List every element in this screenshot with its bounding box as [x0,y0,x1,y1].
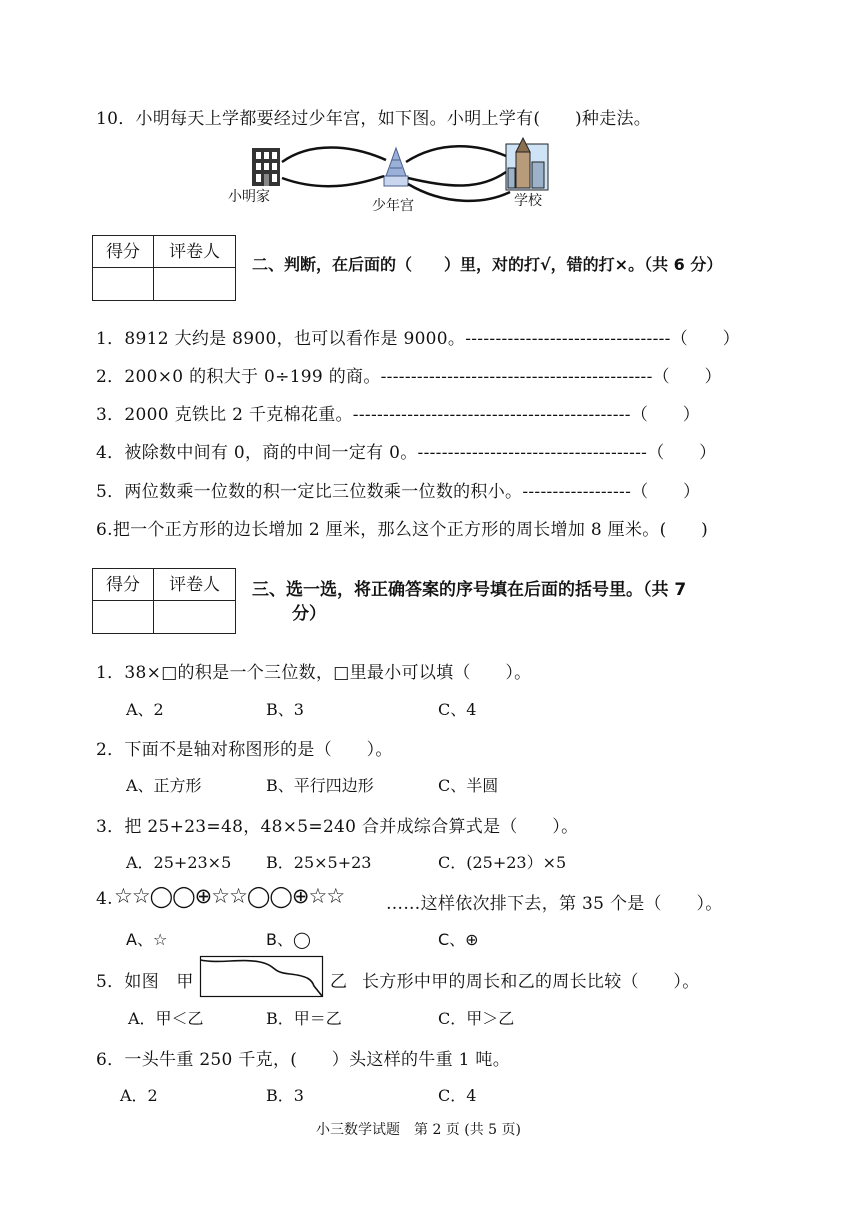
score-box-section-2 [92,235,236,301]
judge-item-2: 2．200×0 的积大于 0÷199 的商。---------------------------------------------（ ） [96,367,722,387]
score-box-section-3 [92,568,236,634]
choice-question-1: 1．38×□的积是一个三位数，□里最小可以填（ ）。 [96,663,532,683]
score-cell[interactable] [93,268,154,300]
q3-option-a: A．25+23×5 [126,853,232,872]
home-building-icon [252,148,280,186]
divided-rectangle-figure [200,956,324,998]
score-header: 得分 [93,569,154,601]
q5-option-c: C．甲＞乙 [438,1009,515,1028]
q5-option-b: B．甲＝乙 [266,1009,342,1028]
q4-option-b: B、◯ [266,930,311,949]
judge-item-5: 5．两位数乘一位数的积一定比三位数乘一位数的积小。------------------（ ） [96,482,701,502]
label-home: 小明家 [228,189,270,205]
choice-question-2: 2．下面不是轴对称图形的是（ ）。 [96,740,393,760]
q4-option-a: A、☆ [126,930,168,949]
q2-option-b: B、平行四边形 [266,776,374,795]
judge-item-3: 3．2000 克铁比 2 千克棉花重。----------------------------------------------（ ） [96,405,701,425]
school-building-icon [506,138,548,190]
judge-item-6: 6.把一个正方形的边长增加 2 厘米，那么这个正方形的周长增加 8 厘米。( ) [96,520,709,540]
grader-header: 评卷人 [154,569,235,601]
grader-cell[interactable] [154,601,235,633]
score-cell[interactable] [93,601,154,633]
choice-question-5-prefix: 5．如图 甲 [96,972,194,992]
route-path-4 [408,172,506,186]
choice-question-5-text: 长方形中甲的周长和乙的周长比较（ ）。 [362,972,700,992]
route-path-1 [282,148,386,163]
section-3-title-line-1: 三、选一选，将正确答案的序号填在后面的括号里。（共 7 [252,580,687,600]
q3-option-c: C．(25+23）×5 [438,853,567,872]
q1-option-a: A、2 [126,700,164,719]
youth-palace-icon [384,148,408,186]
shape-sequence: ☆☆◯◯⊕☆☆◯◯⊕☆☆ [114,884,345,908]
q4-option-c: C、⊕ [438,930,479,949]
q5-option-a: A．甲＜乙 [128,1009,204,1028]
label-school: 学校 [514,193,542,209]
grader-cell[interactable] [154,268,235,300]
choice-question-4-number: 4. [96,889,113,909]
q1-option-b: B、3 [266,700,304,719]
route-path-3 [406,146,506,162]
choice-question-6: 6．一头牛重 250 千克，( ）头这样的牛重 1 吨。 [96,1050,511,1070]
grader-header: 评卷人 [154,236,235,268]
q1-option-c: C、4 [438,700,477,719]
q3-option-b: B．25×5+23 [266,853,372,872]
section-3-title-line-2: 分） [292,604,326,624]
q2-option-a: A、正方形 [126,776,202,795]
q6-option-a: A．2 [120,1086,158,1105]
page-footer: 小三数学试题 第 2 页 (共 5 页) [316,1122,521,1138]
q6-option-b: B．3 [266,1086,304,1105]
choice-question-4-text: ……这样依次排下去，第 35 个是（ ）。 [386,894,723,914]
route-path-2 [282,176,384,186]
q6-option-c: C．4 [438,1086,477,1105]
score-header: 得分 [93,236,154,268]
judge-item-1: 1．8912 大约是 8900，也可以看作是 9000。----------------------------------（ ） [96,329,740,349]
judge-item-4: 4．被除数中间有 0，商的中间一定有 0。--------------------------------------（ ） [96,443,717,463]
figure-label-yi: 乙 [330,972,348,992]
q2-option-c: C、半圆 [438,776,499,795]
label-youth-palace: 少年宫 [372,198,414,214]
choice-question-3: 3．把 25+23=48，48×5=240 合并成综合算式是（ ）。 [96,817,579,837]
question-10-text: 10．小明每天上学都要经过少年宫，如下图。小明上学有( )种走法。 [96,109,652,129]
section-2-title: 二、判断，在后面的（ ）里，对的打√，错的打×。（共 6 分） [252,255,723,274]
